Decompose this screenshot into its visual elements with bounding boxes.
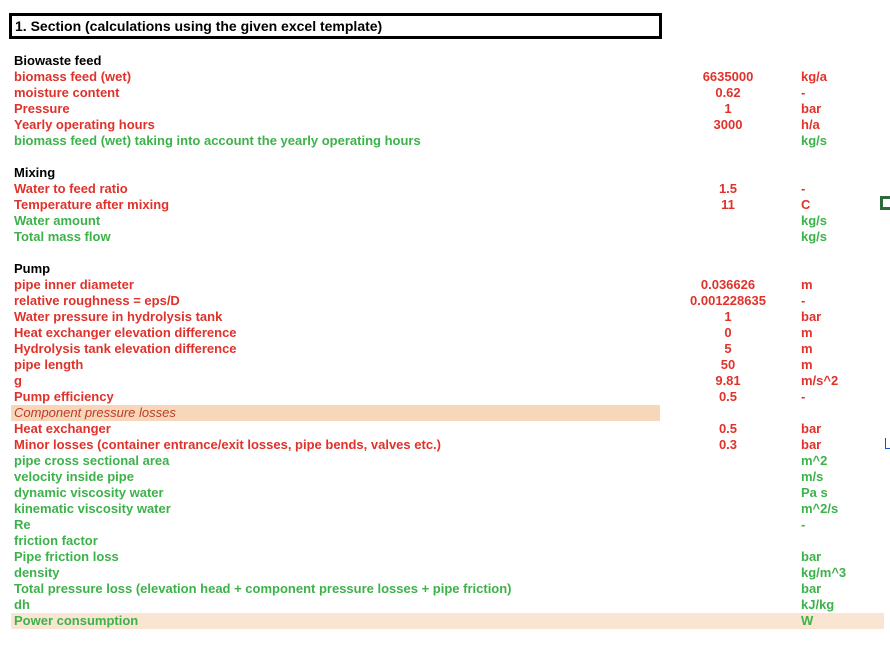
row-value[interactable]: 1 [724,309,732,324]
row-value[interactable]: 11 [721,197,735,212]
table-row [0,421,890,437]
table-row [0,117,890,133]
row-value[interactable]: 50 [720,357,736,372]
table-row [0,533,890,549]
row-value[interactable]: 0 [724,325,732,340]
table-row [0,261,890,277]
row-label[interactable]: velocity inside pipe [14,469,134,484]
row-label[interactable]: biomass feed (wet) [14,69,132,84]
row-unit[interactable]: W [801,613,814,628]
row-value[interactable]: 0.001228635 [690,293,766,308]
row-label[interactable]: Total mass flow [14,229,111,244]
row-label[interactable]: dh [14,597,30,612]
section-header: 1. Section (calculations using the given excel template) [9,13,662,39]
row-label[interactable]: Water to feed ratio [14,181,128,196]
table-row [0,485,890,501]
table-row [0,549,890,565]
row-label[interactable]: Temperature after mixing [14,197,170,212]
table-row [0,517,890,533]
row-unit[interactable]: m [801,325,813,340]
table-row [0,181,890,197]
table-row [0,341,890,357]
table-row [0,85,890,101]
row-value[interactable]: 9.81 [715,373,741,388]
table-row [0,229,890,245]
row-label[interactable]: Re [14,517,31,532]
hyperlink-edge[interactable] [885,438,890,449]
table-row [0,437,890,453]
row-unit[interactable]: bar [801,309,822,324]
row-value[interactable]: 1.5 [718,181,738,196]
row-value[interactable]: 1 [724,101,732,116]
row-label[interactable]: Component pressure losses [14,405,176,420]
row-label[interactable]: Mixing [14,165,56,180]
row-label[interactable]: dynamic viscosity water [14,485,164,500]
row-unit[interactable]: - [801,293,806,308]
row-label[interactable]: Pressure [14,101,70,116]
table-row [0,373,890,389]
row-value[interactable]: 0.5 [718,389,738,404]
row-unit[interactable]: - [801,389,806,404]
row-value[interactable]: 0.5 [718,421,738,436]
table-row [0,581,890,597]
row-value[interactable]: 6635000 [702,69,754,84]
row-unit[interactable]: kg/a [801,69,828,84]
table-row [0,613,890,629]
table-row [0,389,890,405]
table-row [0,453,890,469]
table-row [0,357,890,373]
row-label[interactable]: pipe length [14,357,84,372]
row-unit[interactable]: kg/s [801,229,828,244]
row-value[interactable]: 3000 [713,117,743,132]
table-row [0,565,890,581]
row-unit[interactable]: m^2 [801,453,828,468]
table-row [0,405,890,421]
table-row [0,165,890,181]
table-row [0,133,890,149]
row-label[interactable]: moisture content [14,85,120,100]
row-value[interactable]: 5 [724,341,732,356]
row-unit[interactable]: - [801,517,806,532]
row-label[interactable]: pipe inner diameter [14,277,134,292]
row-unit[interactable]: m [801,357,813,372]
table-row [0,325,890,341]
row-unit[interactable]: kJ/kg [801,597,835,612]
row-label[interactable]: Pump [14,261,51,276]
table-row [0,469,890,485]
row-label[interactable]: biomass feed (wet) taking into account the yearly operating hours [14,133,421,148]
table-row [0,501,890,517]
row-label[interactable]: pipe cross sectional area [14,453,170,468]
row-unit[interactable]: kg/s [801,133,828,148]
row-unit[interactable]: m/s^2 [801,373,839,388]
table-row [0,197,890,213]
row-label[interactable]: Minor losses (container entrance/exit losses, pipe bends, valves etc.) [14,437,441,452]
row-label[interactable]: Heat exchanger elevation difference [14,325,237,340]
row-unit[interactable]: kg/s [801,213,828,228]
row-unit[interactable]: C [801,197,811,212]
row-unit[interactable]: Pa s [801,485,828,500]
row-unit[interactable]: bar [801,421,822,436]
row-value[interactable]: 0.3 [718,437,738,452]
row-unit[interactable]: kg/m^3 [801,565,847,580]
row-unit[interactable]: - [801,181,806,196]
table-row [0,277,890,293]
row-unit[interactable]: bar [801,437,822,452]
row-label[interactable]: Hydrolysis tank elevation difference [14,341,237,356]
row-label[interactable]: Heat exchanger [14,421,111,436]
row-label[interactable]: Total pressure loss (elevation head + component pressure losses + pipe friction) [14,581,512,596]
row-label[interactable]: Biowaste feed [14,53,102,68]
row-unit[interactable]: m^2/s [801,501,839,516]
row-label[interactable]: friction factor [14,533,98,548]
row-label[interactable]: Water amount [14,213,101,228]
row-label[interactable]: relative roughness = eps/D [14,293,180,308]
row-label[interactable]: density [14,565,60,580]
table-row [0,293,890,309]
row-label[interactable]: Pipe friction loss [14,549,119,564]
row-label[interactable]: kinematic viscosity water [14,501,171,516]
cell-selection-edge[interactable] [880,196,890,210]
row-unit[interactable]: - [801,85,806,100]
row-label[interactable]: Pump efficiency [14,389,114,404]
table-row [0,101,890,117]
row-unit[interactable]: m [801,277,813,292]
row-unit[interactable]: m/s [801,469,824,484]
row-unit[interactable]: m [801,341,813,356]
row-unit[interactable]: bar [801,549,822,564]
table-row [0,213,890,229]
table-row [0,597,890,613]
row-label[interactable]: Power consumption [14,613,139,628]
table-row [0,309,890,325]
row-unit[interactable]: bar [801,101,822,116]
row-label[interactable]: g [14,373,22,388]
row-unit[interactable]: h/a [801,117,820,132]
row-label[interactable]: Water pressure in hydrolysis tank [14,309,223,324]
row-value[interactable]: 0.62 [715,85,741,100]
row-unit[interactable]: bar [801,581,822,596]
row-value[interactable]: 0.036626 [700,277,756,292]
row-label[interactable]: Yearly operating hours [14,117,155,132]
table-row [0,53,890,69]
table-row [0,69,890,85]
